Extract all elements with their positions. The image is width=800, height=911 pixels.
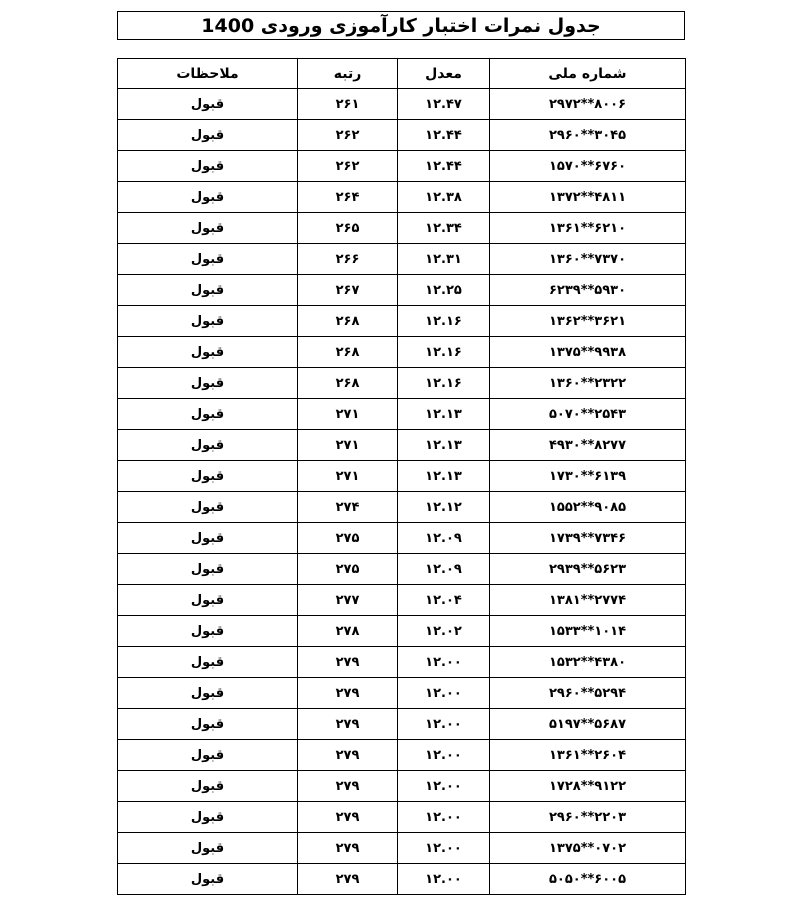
cell-national-id <box>490 337 686 368</box>
table-row <box>118 337 686 368</box>
cell-rank <box>298 337 398 368</box>
cell-national-id <box>490 120 686 151</box>
cell-average <box>398 182 490 213</box>
cell-rank-text: ۲۶۸ <box>335 313 360 329</box>
cell-average-text: ۱۲.۳۴ <box>425 220 462 236</box>
cell-notes <box>118 616 298 647</box>
table-row <box>118 182 686 213</box>
cell-notes-text: قبول <box>190 530 225 546</box>
cell-average-text: ۱۲.۰۰ <box>425 778 462 794</box>
table-row <box>118 368 686 399</box>
cell-national-id <box>490 616 686 647</box>
cell-rank <box>298 275 398 306</box>
cell-notes <box>118 430 298 461</box>
cell-rank-text: ۲۷۹ <box>335 871 360 887</box>
cell-national-id <box>490 740 686 771</box>
cell-national-id <box>490 647 686 678</box>
cell-rank-text: ۲۶۱ <box>335 96 360 112</box>
cell-notes-text: قبول <box>190 127 225 143</box>
cell-notes <box>118 864 298 895</box>
table-row <box>118 213 686 244</box>
cell-rank <box>298 616 398 647</box>
cell-notes <box>118 151 298 182</box>
cell-average <box>398 833 490 864</box>
table-row <box>118 461 686 492</box>
table-row <box>118 647 686 678</box>
table-row <box>118 554 686 585</box>
cell-national-id <box>490 771 686 802</box>
cell-notes-text: قبول <box>190 220 225 236</box>
cell-rank-text: ۲۷۹ <box>335 685 360 701</box>
header-rank: رتبه <box>298 59 398 89</box>
cell-notes-text: قبول <box>190 468 225 484</box>
cell-average <box>398 740 490 771</box>
cell-rank-text: ۲۶۸ <box>335 344 360 360</box>
cell-average-text: ۱۲.۴۴ <box>425 158 462 174</box>
cell-rank <box>298 554 398 585</box>
cell-rank-text: ۲۷۱ <box>335 406 360 422</box>
cell-average-text: ۱۲.۲۵ <box>425 282 462 298</box>
cell-national-id-text: ۵۰۵۰**۶۰۰۵ <box>548 871 627 887</box>
cell-national-id-text: ۱۵۵۲**۹۰۸۵ <box>548 499 627 515</box>
table-body <box>118 89 686 895</box>
cell-national-id <box>490 864 686 895</box>
cell-notes-text: قبول <box>190 654 225 670</box>
cell-average-text: ۱۲.۰۴ <box>425 592 462 608</box>
cell-national-id-text: ۵۱۹۷**۵۶۸۷ <box>548 716 627 732</box>
cell-average-text: ۱۲.۱۳ <box>425 406 462 422</box>
cell-notes <box>118 585 298 616</box>
cell-notes <box>118 120 298 151</box>
cell-notes <box>118 709 298 740</box>
cell-national-id <box>490 368 686 399</box>
cell-national-id-text: ۱۵۷۰**۶۷۶۰ <box>548 158 627 174</box>
cell-rank <box>298 771 398 802</box>
cell-average-text: ۱۲.۰۰ <box>425 809 462 825</box>
cell-notes-text: قبول <box>190 747 225 763</box>
cell-average <box>398 771 490 802</box>
cell-notes-text: قبول <box>190 437 225 453</box>
cell-average <box>398 492 490 523</box>
cell-rank <box>298 709 398 740</box>
cell-rank <box>298 306 398 337</box>
cell-national-id-text: ۲۹۶۰**۵۲۹۴ <box>548 685 627 701</box>
table-row <box>118 244 686 275</box>
cell-national-id <box>490 430 686 461</box>
table-row <box>118 616 686 647</box>
cell-notes <box>118 213 298 244</box>
cell-average <box>398 864 490 895</box>
cell-notes-text: قبول <box>190 592 225 608</box>
cell-rank-text: ۲۷۹ <box>335 654 360 670</box>
cell-average-text: ۱۲.۳۱ <box>425 251 462 267</box>
cell-rank-text: ۲۷۸ <box>335 623 360 639</box>
cell-national-id-text: ۱۷۲۸**۹۱۲۲ <box>548 778 627 794</box>
cell-notes <box>118 802 298 833</box>
cell-rank <box>298 523 398 554</box>
cell-average <box>398 802 490 833</box>
table-row <box>118 275 686 306</box>
cell-notes <box>118 461 298 492</box>
cell-rank-text: ۲۶۴ <box>335 189 360 205</box>
cell-notes <box>118 771 298 802</box>
cell-rank <box>298 833 398 864</box>
cell-rank <box>298 368 398 399</box>
cell-national-id-text: ۲۹۷۲**۸۰۰۶ <box>548 96 627 112</box>
cell-average <box>398 678 490 709</box>
cell-notes <box>118 182 298 213</box>
cell-notes-text: قبول <box>190 313 225 329</box>
cell-national-id-text: ۲۹۳۹**۵۶۲۳ <box>548 561 627 577</box>
cell-notes <box>118 368 298 399</box>
cell-notes <box>118 647 298 678</box>
cell-notes-text: قبول <box>190 716 225 732</box>
cell-average <box>398 461 490 492</box>
cell-rank-text: ۲۷۵ <box>335 530 360 546</box>
cell-average <box>398 523 490 554</box>
table-row <box>118 89 686 120</box>
table-row <box>118 864 686 895</box>
cell-national-id <box>490 461 686 492</box>
cell-rank <box>298 740 398 771</box>
cell-national-id-text: ۱۳۶۰**۲۳۲۲ <box>548 375 627 391</box>
cell-average-text: ۱۲.۱۳ <box>425 468 462 484</box>
cell-rank <box>298 120 398 151</box>
cell-national-id <box>490 523 686 554</box>
page-title-text: جدول نمرات اختبار کارآموزی ورودی 1400 <box>201 14 601 37</box>
cell-average <box>398 647 490 678</box>
cell-national-id <box>490 275 686 306</box>
table-row <box>118 740 686 771</box>
cell-national-id-text: ۱۳۶۱**۲۶۰۴ <box>548 747 627 763</box>
cell-average <box>398 616 490 647</box>
cell-notes-text: قبول <box>190 406 225 422</box>
table-row <box>118 151 686 182</box>
cell-notes-text: قبول <box>190 499 225 515</box>
cell-national-id <box>490 492 686 523</box>
cell-national-id-text: ۱۳۷۵**۰۷۰۲ <box>548 840 627 856</box>
cell-rank <box>298 151 398 182</box>
cell-rank <box>298 647 398 678</box>
results-table <box>117 58 686 895</box>
cell-notes <box>118 275 298 306</box>
cell-national-id <box>490 244 686 275</box>
header-national-id: شماره ملی <box>490 59 686 89</box>
cell-average <box>398 368 490 399</box>
cell-notes <box>118 740 298 771</box>
cell-rank-text: ۲۷۷ <box>335 592 360 608</box>
cell-national-id-text: ۵۰۷۰**۲۵۴۳ <box>548 406 627 422</box>
cell-average-text: ۱۲.۳۸ <box>425 189 462 205</box>
cell-average-text: ۱۲.۱۲ <box>425 499 462 515</box>
cell-average <box>398 399 490 430</box>
cell-notes <box>118 399 298 430</box>
cell-average <box>398 275 490 306</box>
cell-notes-text: قبول <box>190 871 225 887</box>
cell-national-id-text: ۲۹۶۰**۳۰۴۵ <box>548 127 627 143</box>
cell-national-id <box>490 709 686 740</box>
cell-average-text: ۱۲.۰۰ <box>425 685 462 701</box>
cell-national-id-text: ۱۳۸۱**۲۷۷۴ <box>548 592 627 608</box>
cell-notes-text: قبول <box>190 809 225 825</box>
cell-national-id <box>490 678 686 709</box>
cell-national-id <box>490 306 686 337</box>
cell-average <box>398 89 490 120</box>
cell-rank-text: ۲۷۱ <box>335 437 360 453</box>
cell-rank <box>298 399 398 430</box>
cell-average-text: ۱۲.۰۹ <box>425 561 462 577</box>
table-row <box>118 399 686 430</box>
cell-rank <box>298 182 398 213</box>
cell-rank-text: ۲۶۷ <box>335 282 360 298</box>
cell-average <box>398 554 490 585</box>
cell-rank-text: ۲۷۵ <box>335 561 360 577</box>
cell-national-id-text: ۱۷۳۰**۶۱۳۹ <box>548 468 627 484</box>
cell-notes <box>118 833 298 864</box>
cell-average-text: ۱۲.۱۶ <box>425 344 462 360</box>
table-row <box>118 802 686 833</box>
cell-notes <box>118 306 298 337</box>
cell-notes <box>118 523 298 554</box>
cell-rank <box>298 461 398 492</box>
cell-national-id <box>490 89 686 120</box>
cell-national-id-text: ۶۲۳۹**۵۹۳۰ <box>548 282 627 298</box>
cell-rank <box>298 89 398 120</box>
table-row <box>118 771 686 802</box>
cell-national-id-text: ۱۳۷۵**۹۹۳۸ <box>548 344 627 360</box>
cell-rank <box>298 802 398 833</box>
page-title <box>117 11 685 40</box>
cell-national-id-text: ۱۳۶۱**۶۲۱۰ <box>548 220 627 236</box>
table-row <box>118 120 686 151</box>
cell-rank-text: ۲۷۴ <box>335 499 360 515</box>
cell-national-id <box>490 151 686 182</box>
cell-rank-text: ۲۷۹ <box>335 778 360 794</box>
table-row <box>118 306 686 337</box>
cell-rank-text: ۲۶۶ <box>335 251 360 267</box>
cell-notes-text: قبول <box>190 623 225 639</box>
cell-national-id-text: ۱۷۳۹**۷۳۴۶ <box>548 530 627 546</box>
cell-rank <box>298 244 398 275</box>
cell-national-id-text: ۲۹۶۰**۲۲۰۳ <box>548 809 627 825</box>
cell-rank <box>298 492 398 523</box>
cell-rank <box>298 678 398 709</box>
header-average: معدل <box>398 59 490 89</box>
table-row <box>118 585 686 616</box>
table-row <box>118 523 686 554</box>
cell-notes-text: قبول <box>190 344 225 360</box>
cell-national-id <box>490 554 686 585</box>
cell-notes-text: قبول <box>190 561 225 577</box>
cell-rank-text: ۲۷۹ <box>335 809 360 825</box>
table-row <box>118 430 686 461</box>
cell-rank-text: ۲۶۲ <box>335 127 360 143</box>
cell-average <box>398 151 490 182</box>
cell-rank-text: ۲۷۹ <box>335 747 360 763</box>
cell-rank-text: ۲۶۲ <box>335 158 360 174</box>
cell-national-id-text: ۱۳۶۰**۷۳۷۰ <box>548 251 627 267</box>
cell-national-id <box>490 182 686 213</box>
cell-notes <box>118 678 298 709</box>
table-row <box>118 678 686 709</box>
cell-average-text: ۱۲.۱۳ <box>425 437 462 453</box>
cell-notes-text: قبول <box>190 282 225 298</box>
cell-average-text: ۱۲.۰۰ <box>425 840 462 856</box>
cell-average <box>398 337 490 368</box>
cell-national-id <box>490 833 686 864</box>
table-header-row <box>118 59 686 89</box>
cell-rank <box>298 585 398 616</box>
cell-average <box>398 120 490 151</box>
cell-national-id-text: ۱۵۳۳**۱۰۱۴ <box>548 623 627 639</box>
cell-notes <box>118 492 298 523</box>
cell-national-id <box>490 213 686 244</box>
cell-average-text: ۱۲.۱۶ <box>425 313 462 329</box>
cell-average <box>398 585 490 616</box>
cell-notes-text: قبول <box>190 685 225 701</box>
cell-notes-text: قبول <box>190 189 225 205</box>
cell-average-text: ۱۲.۰۰ <box>425 747 462 763</box>
cell-notes-text: قبول <box>190 251 225 267</box>
cell-average <box>398 709 490 740</box>
table-row <box>118 833 686 864</box>
cell-average <box>398 430 490 461</box>
cell-average-text: ۱۲.۱۶ <box>425 375 462 391</box>
cell-national-id-text: ۱۳۷۲**۴۸۱۱ <box>548 189 627 205</box>
header-notes: ملاحظات <box>118 59 298 89</box>
cell-notes-text: قبول <box>190 158 225 174</box>
cell-average-text: ۱۲.۴۷ <box>425 96 462 112</box>
cell-rank-text: ۲۷۱ <box>335 468 360 484</box>
cell-rank-text: ۲۶۵ <box>335 220 360 236</box>
cell-notes <box>118 554 298 585</box>
cell-average-text: ۱۲.۰۹ <box>425 530 462 546</box>
table-row <box>118 709 686 740</box>
cell-rank <box>298 213 398 244</box>
cell-average-text: ۱۲.۴۴ <box>425 127 462 143</box>
cell-national-id <box>490 399 686 430</box>
cell-notes <box>118 337 298 368</box>
cell-average-text: ۱۲.۰۰ <box>425 716 462 732</box>
cell-rank <box>298 430 398 461</box>
cell-average-text: ۱۲.۰۲ <box>425 623 462 639</box>
cell-average <box>398 244 490 275</box>
table-row <box>118 492 686 523</box>
cell-notes <box>118 89 298 120</box>
cell-national-id-text: ۱۳۶۲**۳۶۲۱ <box>548 313 627 329</box>
cell-average <box>398 306 490 337</box>
cell-rank <box>298 864 398 895</box>
cell-rank-text: ۲۷۹ <box>335 840 360 856</box>
cell-notes-text: قبول <box>190 778 225 794</box>
cell-average-text: ۱۲.۰۰ <box>425 654 462 670</box>
cell-notes <box>118 244 298 275</box>
cell-national-id-text: ۱۵۳۲**۴۳۸۰ <box>548 654 627 670</box>
cell-notes-text: قبول <box>190 840 225 856</box>
cell-average <box>398 213 490 244</box>
cell-national-id-text: ۴۹۳۰**۸۲۷۷ <box>548 437 627 453</box>
cell-notes-text: قبول <box>190 375 225 391</box>
cell-rank-text: ۲۶۸ <box>335 375 360 391</box>
cell-national-id <box>490 585 686 616</box>
cell-average-text: ۱۲.۰۰ <box>425 871 462 887</box>
cell-notes-text: قبول <box>190 96 225 112</box>
cell-national-id <box>490 802 686 833</box>
cell-rank-text: ۲۷۹ <box>335 716 360 732</box>
